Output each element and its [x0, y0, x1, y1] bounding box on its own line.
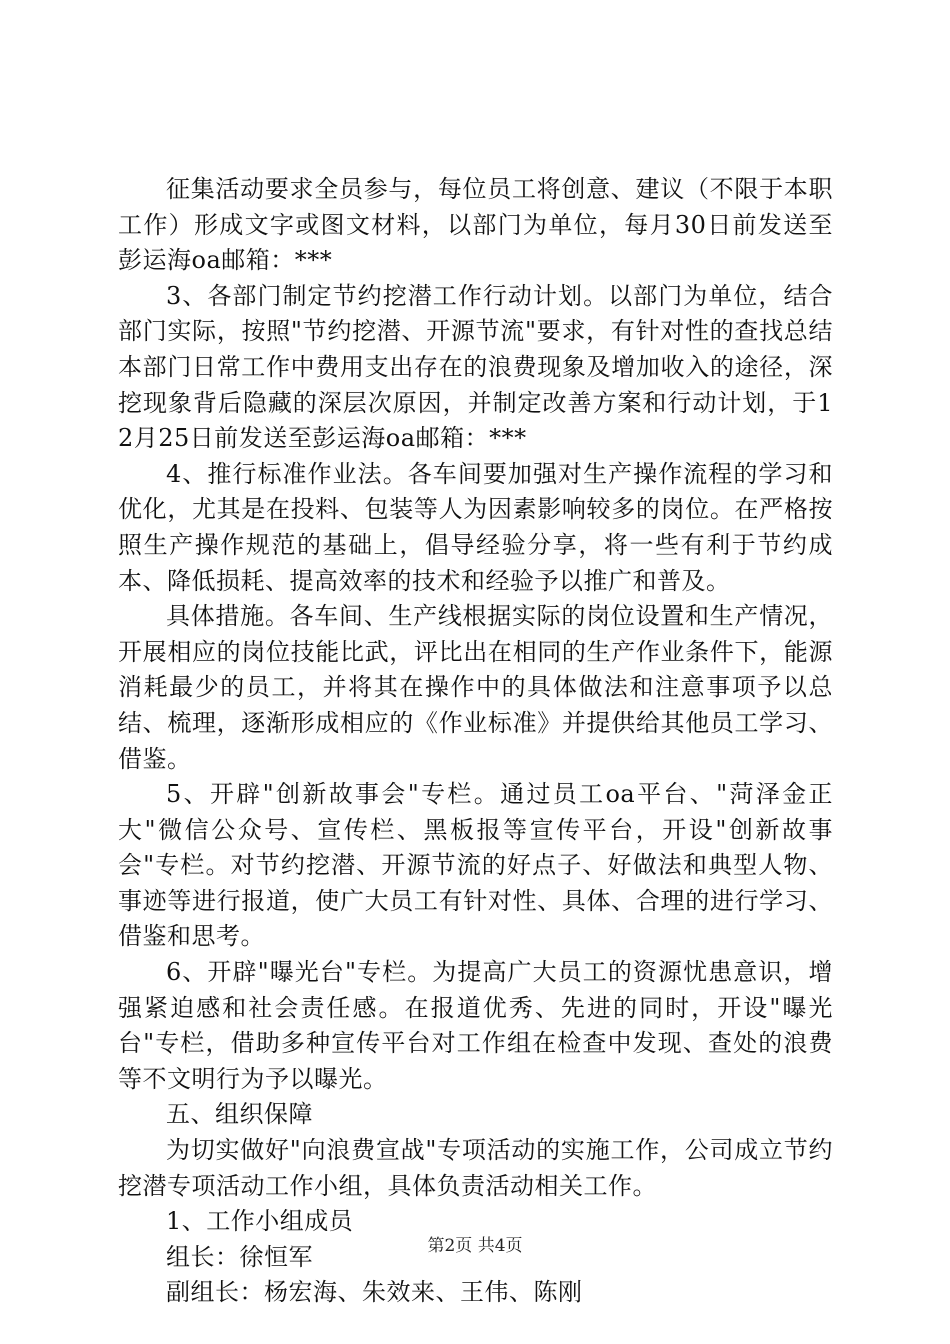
- paragraph-action-plan: 3、各部门制定节约挖潜工作行动计划。以部门为单位，结合部门实际，按照"节约挖潜、开源节流"要求，有针对性的查找总结本部门日常工作中费用支出存在的浪费现象及增加收入的途径，深挖现象背后隐藏的深层次原因，并制定改善方案和行动计划，于12月25日前发送至彭运海oa邮箱：***: [118, 281, 833, 453]
- paragraph-organization-intro: 为切实做好"向浪费宣战"专项活动的实施工作，公司成立节约挖潜专项活动工作小组，具体负责活动相关工作。: [118, 1136, 833, 1200]
- page-footer: [0, 1234, 950, 1258]
- paragraph-exposure-column: 6、开辟"曝光台"专栏。为提高广大员工的资源忧患意识，增强紧迫感和社会责任感。在报道优秀、先进的同时，开设"曝光台"专栏，借助多种宣传平台对工作组在检查中发现、查处的浪费等不文明行为予以曝光。: [118, 958, 833, 1093]
- paragraph-standard-operation: 4、推行标准作业法。各车间要加强对生产操作流程的学习和优化，尤其是在投料、包装等人为因素影响较多的岗位。在严格按照生产操作规范的基础上，倡导经验分享，将一些有利于节约成本、降低损耗、提高效率的技术和经验予以推广和普及。: [118, 459, 833, 595]
- paragraph-innovation-column: 5、开辟"创新故事会"专栏。通过员工oa平台、"菏泽金正大"微信公众号、宣传栏、黑板报等宣传平台，开设"创新故事会"专栏。对节约挖潜、开源节流的好点子、好做法和典型人物、事迹等进行报道，使广大员工有针对性、具体、合理的进行学习、借鉴和思考。: [118, 780, 833, 951]
- paragraph-collection-requirement: 征集活动要求全员参与，每位员工将创意、建议（不限于本职工作）形成文字或图文材料，以部门为单位，每月30日前发送至彭运海oa邮箱：***: [118, 175, 833, 275]
- team-leader-line: 组长：徐恒军: [166, 1242, 313, 1271]
- subheading-team-members: 1、工作小组成员: [166, 1207, 354, 1236]
- deputy-leaders-line: 副组长：杨宏海、朱效来、王伟、陈刚: [166, 1278, 583, 1307]
- section-heading-organization: 五、组织保障: [166, 1100, 313, 1129]
- paragraph-specific-measures: 具体措施。各车间、生产线根据实际的岗位设置和生产情况，开展相应的岗位技能比武，评比出在相同的生产作业条件下，能源消耗最少的员工，并将其在操作中的具体做法和注意事项予以总结、梳理，逐渐形成相应的《作业标准》并提供给其他员工学习、借鉴。: [118, 602, 833, 773]
- page-number-label: 第2页 共4页: [427, 1236, 523, 1256]
- document-body: [118, 172, 833, 1311]
